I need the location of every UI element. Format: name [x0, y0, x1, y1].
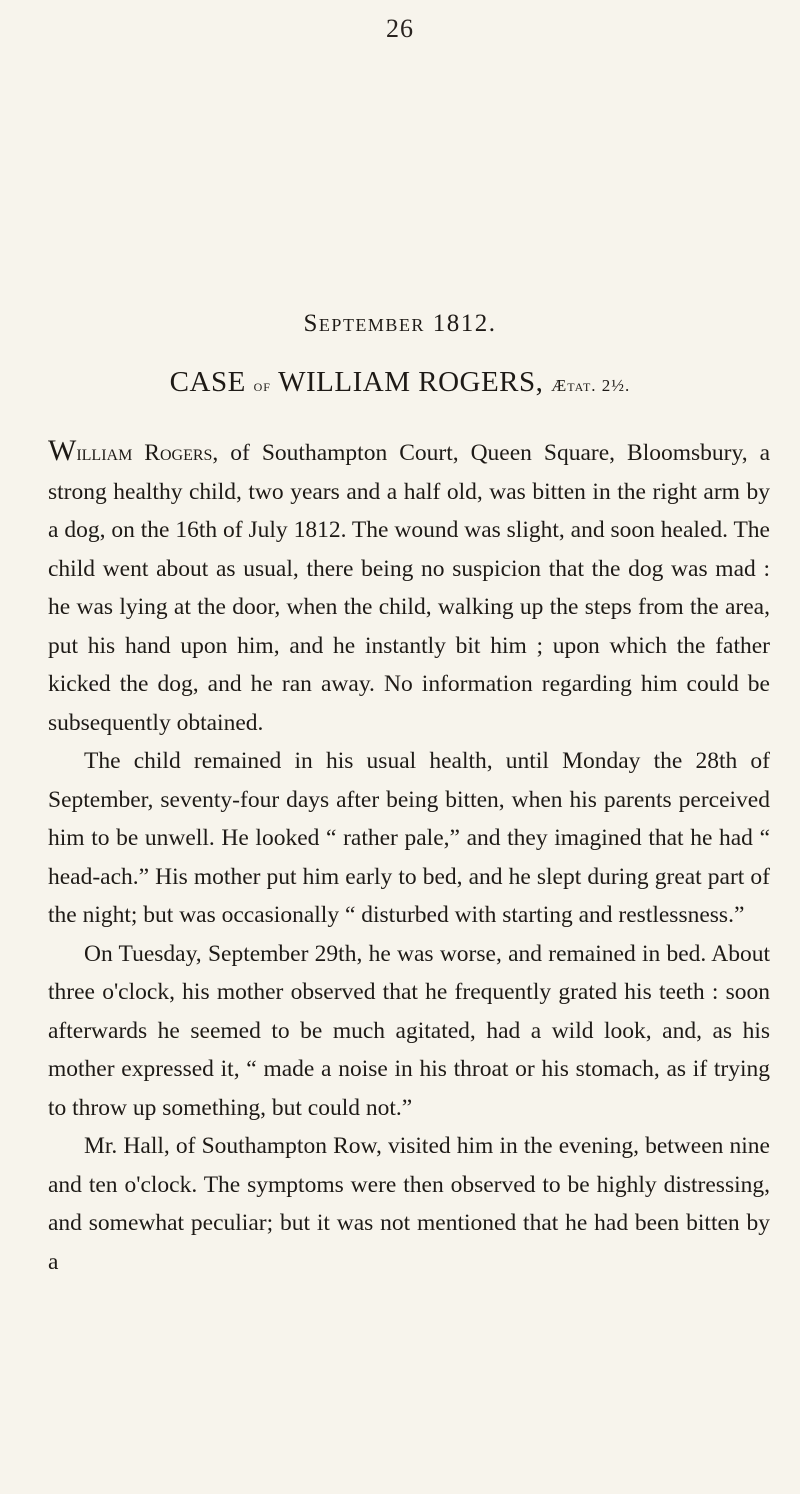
paragraph-2: The child remained in his usual health, until Monday the 28th of September, seventy-four days after being bitten, when his parents perceived him to be unwell. He looked “ rather pale,” and they imagined that he had “ head-ach.” His mother put him early to bed, and he slept during great part of the night; but was occasionally “ disturbed with starting and restlessness.” — [48, 748, 770, 928]
case-title — [0, 366, 800, 399]
paragraph-opening — [48, 432, 770, 742]
opening-text: of Southampton Court, Queen Square, Bloomsbury, a strong healthy child, two years and a half old, was bitten in the right arm by a dog, on the 16th of July 1812. The wound was slight, and soon healed. The child went about as usual, there being no suspicion that the dog was mad : he was lying at the door, when the child, walking up the steps from the area, put his hand upon him, and he instantly bit him ; upon which the father kicked the dog, and he ran away. No information regarding him could be subsequently obtained. — [48, 440, 770, 736]
case-title-of: of — [253, 376, 271, 395]
case-title-aetat: Ætat. 2½. — [551, 376, 631, 395]
body-text — [48, 432, 770, 1281]
page-number: 26 — [386, 14, 414, 43]
case-title-case: CASE — [169, 366, 246, 398]
drop-cap: W — [48, 434, 77, 467]
paragraph-4: Mr. Hall, of Southampton Row, visited him in the evening, between nine and ten o'clock. The symptoms were then observed to be highly distressing, and somewhat peculiar; but it was not mentioned that he had been bitten by a — [48, 1133, 770, 1275]
paragraph-3: On Tuesday, September 29th, he was worse, and remained in bed. About three o'clock, his mother observed that he frequently grated his teeth : soon afterwards he seemed to be much agitated, had a wild look, and, as his mother expressed it, “ made a noise in his throat or his stomach, as if trying to throw up something, but could not.” — [48, 940, 770, 1121]
case-title-name: WILLIAM ROGERS, — [278, 366, 544, 398]
date-heading: September 1812. — [303, 310, 497, 337]
patient-name: illiam Rogers, — [76, 440, 219, 466]
